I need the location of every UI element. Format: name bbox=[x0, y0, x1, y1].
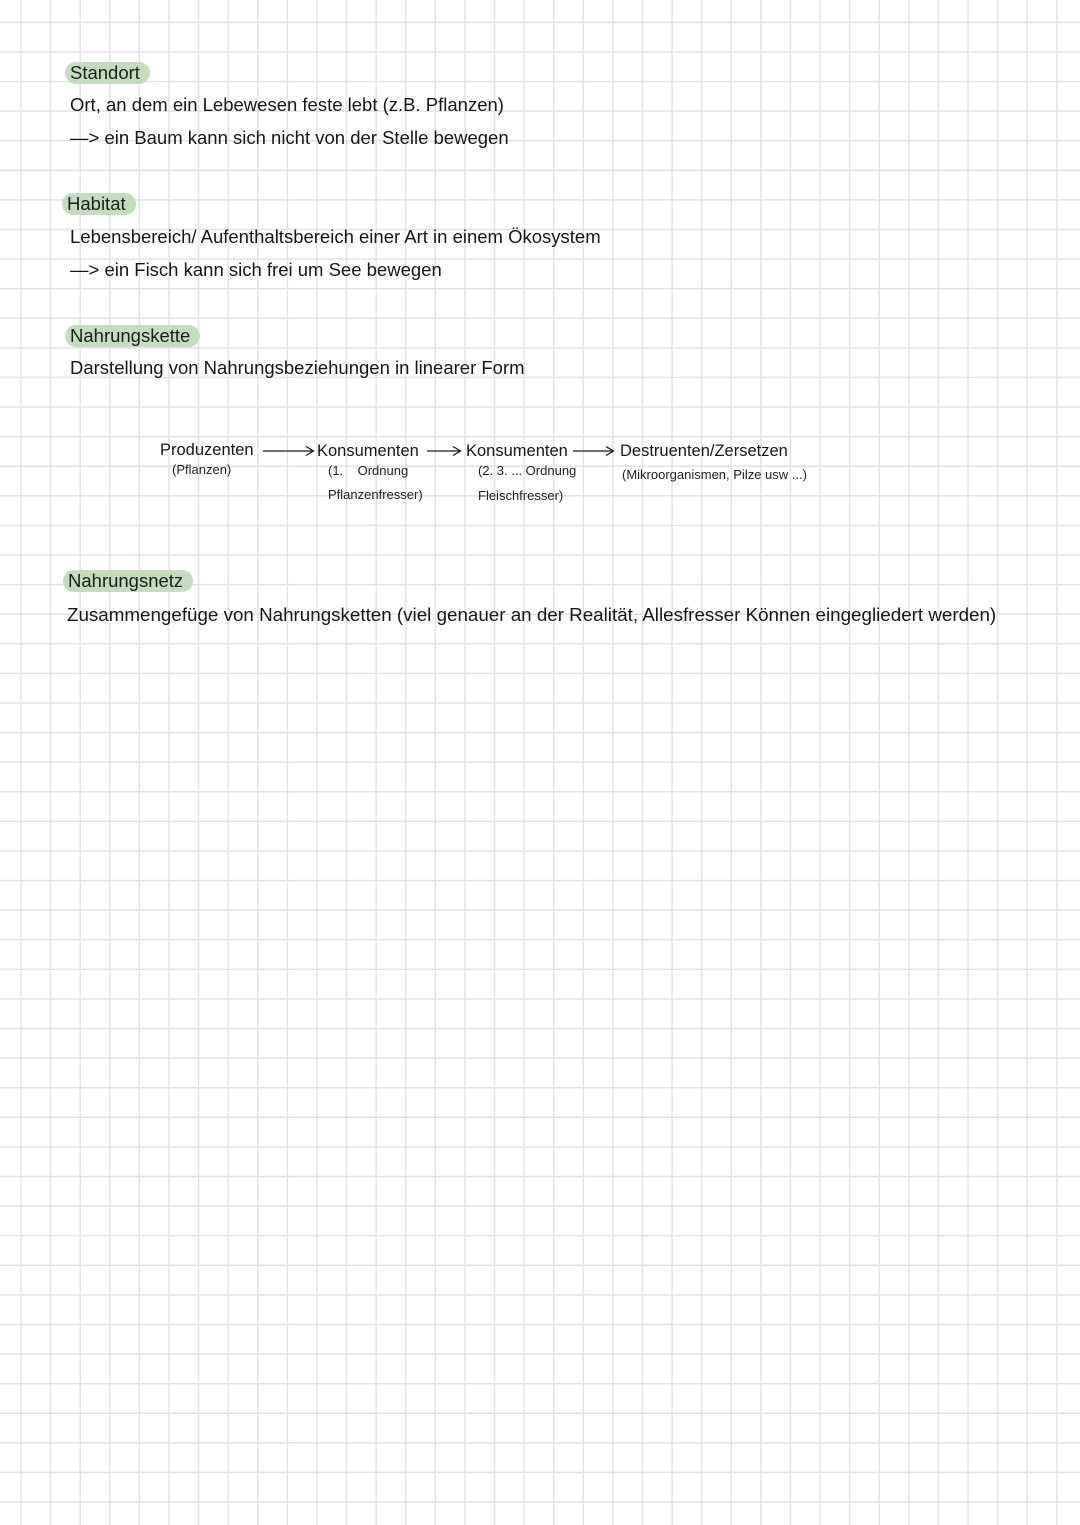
node-konsumenten-2: Konsumenten bbox=[466, 442, 568, 460]
node-destruenten: Destruenten/Zersetzen bbox=[620, 442, 788, 460]
habitat-definition: Lebensbereich/ Aufenthaltsbereich einer Art in einem Ökosystem bbox=[70, 226, 601, 247]
node-destruenten-sub: (Mikroorganismen, Pilze usw ...) bbox=[622, 467, 807, 482]
node-konsumenten-1: Konsumenten bbox=[317, 442, 419, 460]
right-arrow-icon bbox=[263, 445, 315, 457]
node-konsumenten-1-sub-1: (1. Ordnung bbox=[328, 463, 409, 478]
right-arrow-icon bbox=[573, 445, 615, 457]
heading-standort: Standort bbox=[65, 62, 150, 84]
standort-definition: Ort, an dem ein Lebewesen feste lebt (z.B. Pflanzen) bbox=[70, 94, 504, 115]
node-konsumenten-2-sub-2: Fleischfresser) bbox=[478, 488, 564, 503]
node-konsumenten-1-sub-2: Pflanzenfresser) bbox=[328, 487, 423, 502]
nahrungsnetz-definition: Zusammengefüge von Nahrungsketten (viel genauer an der Realität, Allesfresser Können eingegliedert werden) bbox=[67, 604, 997, 625]
right-arrow-icon bbox=[427, 445, 462, 457]
node-produzenten: Produzenten bbox=[160, 441, 254, 459]
heading-nahrungskette: Nahrungskette bbox=[65, 325, 200, 347]
nahrungskette-definition: Darstellung von Nahrungsbeziehungen in linearer Form bbox=[70, 357, 525, 378]
standort-example: —> ein Baum kann sich nicht von der Stelle bewegen bbox=[70, 127, 509, 148]
heading-nahrungsnetz: Nahrungsnetz bbox=[63, 570, 193, 592]
node-produzenten-sub: (Pflanzen) bbox=[172, 462, 232, 477]
node-konsumenten-2-sub-1: (2. 3. ... Ordnung bbox=[478, 463, 577, 478]
heading-habitat: Habitat bbox=[62, 193, 136, 215]
habitat-example: —> ein Fisch kann sich frei um See bewegen bbox=[70, 259, 442, 280]
